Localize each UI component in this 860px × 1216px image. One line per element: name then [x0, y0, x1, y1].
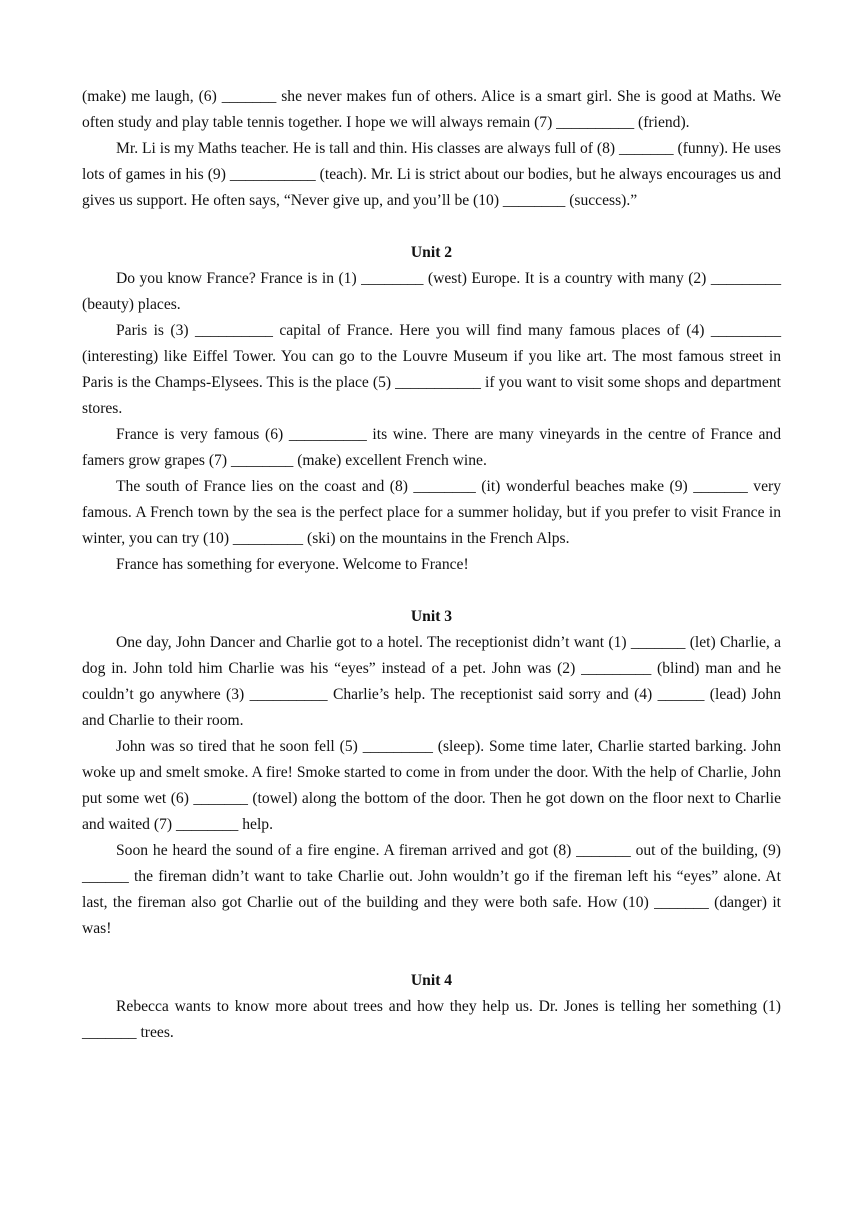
paragraph: John was so tired that he soon fell (5) _________ (sleep). Some time later, Charlie started barking. John woke up and smelt smoke. A fire! Smoke started to come in from under the door. With the help of Charlie, John put some wet (6) _______ (towel) along the bottom of the door. Then he got down on the floor next to Charlie and waited (7) ________ help.: [82, 738, 781, 833]
section-title: Unit 4: [410, 972, 453, 989]
paragraph: One day, John Dancer and Charlie got to a hotel. The receptionist didn’t want (1) _______ (let) Charlie, a dog in. John told him Charlie was his “eyes” instead of a pet. John was (2) _________ (blind) man and he couldn’t go anywhere (3) __________ Charlie’s help. The receptionist said sorry and (4) ______ (lead) John and Charlie to their room.: [82, 634, 781, 729]
document-page: [82, 84, 781, 1046]
paragraph: Mr. Li is my Maths teacher. He is tall and thin. His classes are always full of (8) _______ (funny). He uses lots of games in his (9) ___________ (teach). Mr. Li is strict about our bodies, but he always encourages us and gives us support. He often says, “Never give up, and you’ll be (10) ________ (success).”: [82, 140, 781, 209]
section-unit-4: [82, 968, 781, 1046]
paragraph: Do you know France? France is in (1) ________ (west) Europe. It is a country with many (2) _________ (beauty) places.: [82, 270, 781, 313]
paragraph: Rebecca wants to know more about trees and how they help us. Dr. Jones is telling her something (1) _______ trees.: [82, 998, 781, 1041]
section-title: Unit 3: [410, 608, 453, 625]
paragraph: The south of France lies on the coast and (8) ________ (it) wonderful beaches make (9) _______ very famous. A French town by the sea is the perfect place for a summer holiday, but if you prefer to visit France in winter, you can try (10) _________ (ski) on the mountains in the French Alps.: [82, 478, 781, 547]
section-unit-1-continued: [82, 84, 781, 214]
paragraph: France is very famous (6) __________ its wine. There are many vineyards in the centre of France and famers grow grapes (7) ________ (make) excellent French wine.: [82, 426, 781, 469]
paragraph: Soon he heard the sound of a fire engine. A fireman arrived and got (8) _______ out of the building, (9) ______ the fireman didn’t want to take Charlie out. John wouldn’t go if the fireman left his “eyes” alone. At last, the fireman also got Charlie out of the building and they were both safe. How (10) _______ (danger) it was!: [82, 842, 781, 937]
paragraph: (make) me laugh, (6) _______ she never makes fun of others. Alice is a smart girl. She is good at Maths. We often study and play table tennis together. I hope we will always remain (7) __________ (friend).: [82, 88, 781, 131]
section-unit-3: [82, 604, 781, 942]
paragraph: France has something for everyone. Welcome to France!: [116, 556, 469, 573]
paragraph: Paris is (3) __________ capital of France. Here you will find many famous places of (4) _________ (interesting) like Eiffel Tower. You can go to the Louvre Museum if you like art. The most famous street in Paris is the Champs-Elysees. This is the place (5) ___________ if you want to visit some shops and department stores.: [82, 322, 781, 417]
section-title: Unit 2: [410, 244, 453, 261]
section-unit-2: [82, 240, 781, 578]
